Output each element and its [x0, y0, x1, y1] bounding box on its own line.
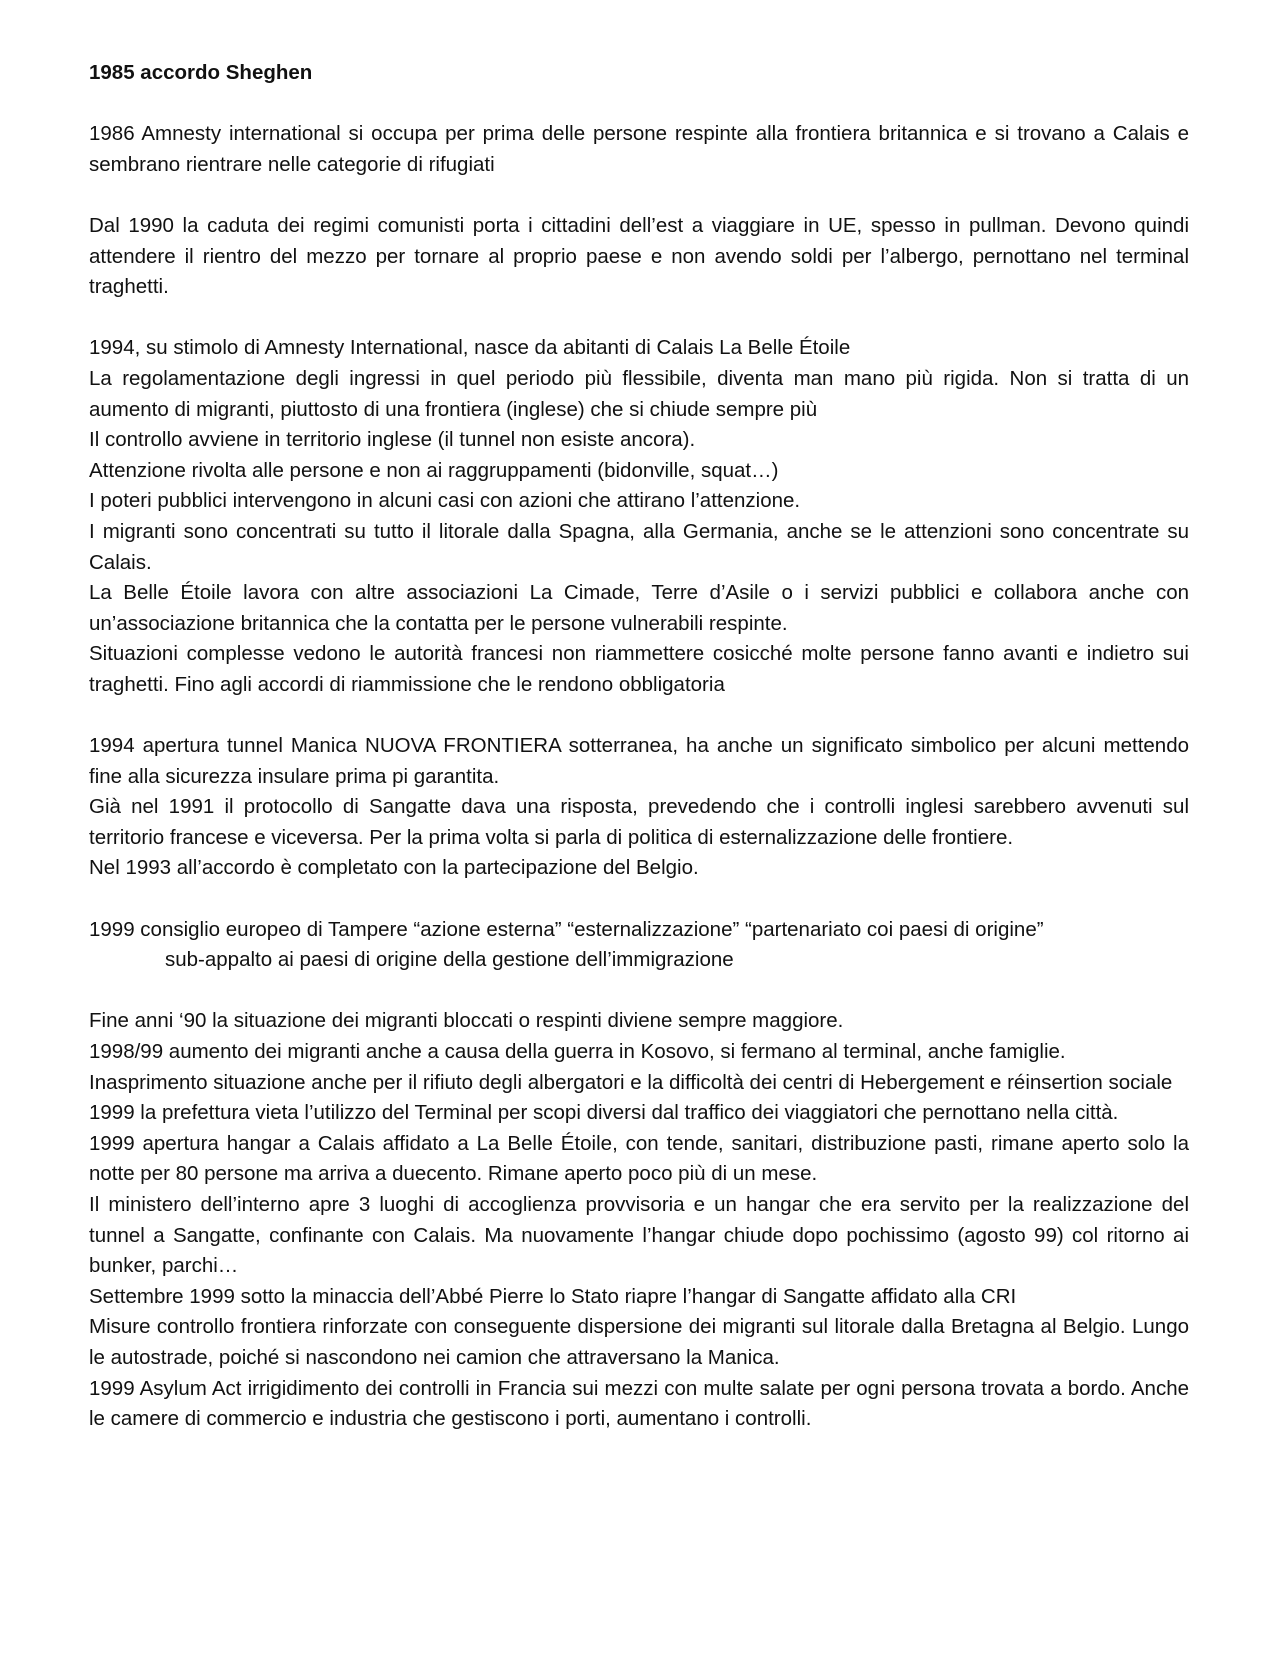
paragraph: 1999 Asylum Act irrigidimento dei controlli in Francia sui mezzi con multe salate per ogni persona trovata a bordo. Anche le camere di commercio e industria che gestiscono i porti, aumentano i controlli.	[89, 1376, 1189, 1431]
paragraph: Già nel 1991 il protocollo di Sangatte dava una risposta, prevedendo che i controlli inglesi sarebbero avvenuti sul territorio francese e viceversa. Per la prima volta si parla di politica di esternalizzazione delle frontiere.	[89, 795, 1189, 849]
section-1994-belle-etoile	[89, 333, 1189, 700]
section-1999-tampere	[89, 915, 1189, 976]
section-1986	[89, 119, 1189, 180]
paragraph: La Belle Étoile lavora con altre associazioni La Cimade, Terre d’Asile o i servizi pubblici e collabora anche con un’associazione britannica che la contatta per le persone vulnerabili respinte.	[89, 581, 1189, 635]
paragraph-spacer	[89, 700, 1189, 731]
paragraph-spacer	[89, 303, 1189, 334]
indented-paragraph: sub-appalto ai paesi di origine della gestione dell’immigrazione	[165, 948, 734, 972]
document-page	[89, 58, 1189, 1435]
paragraph: 1999 apertura hangar a Calais affidato a La Belle Étoile, con tende, sanitari, distribuzione pasti, rimane aperto solo la notte per 80 persone ma arriva a duecento. Rimane aperto poco più di un mese.	[89, 1131, 1189, 1186]
paragraph: 1986 Amnesty international si occupa per prima delle persone respinte alla frontiera britannica e si trovano a Calais e sembrano rientrare nelle categorie di rifugiati	[89, 122, 1189, 176]
section-1990	[89, 211, 1189, 303]
paragraph: Misure controllo frontiera rinforzate con conseguente dispersione dei migranti sul litorale dalla Bretagna al Belgio. Lungo le autostrade, poiché si nascondono nei camion che attraversano la Manica.	[89, 1315, 1189, 1369]
section-fine-anni-90	[89, 1006, 1189, 1434]
paragraph: 1994, su stimolo di Amnesty International, nasce da abitanti di Calais La Belle Étoile	[89, 336, 851, 360]
paragraph: Situazioni complesse vedono le autorità francesi non riammettere cosicché molte persone fanno avanti e indietro sui traghetti. Fino agli accordi di riammissione che le rendono obbligatoria	[89, 642, 1189, 696]
paragraph: 1994 apertura tunnel Manica NUOVA FRONTIERA sotterranea, ha anche un significato simbolico per alcuni mettendo fine alla sicurezza insulare prima pi garantita.	[89, 734, 1189, 788]
paragraph-spacer	[89, 89, 1189, 120]
paragraph: Nel 1993 all’accordo è completato con la partecipazione del Belgio.	[89, 856, 699, 880]
paragraph: 1999 consiglio europeo di Tampere “azione esterna” “esternalizzazione” “partenariato coi paesi di origine”	[89, 917, 1044, 941]
paragraph: Inasprimento situazione anche per il rifiuto degli albergatori e la difficoltà dei centri di Hebergement e réinsertion sociale	[89, 1070, 1173, 1094]
paragraph: 1998/99 aumento dei migranti anche a causa della guerra in Kosovo, si fermano al terminal, anche famiglie.	[89, 1040, 1066, 1063]
paragraph: 1999 la prefettura vieta l’utilizzo del Terminal per scopi diversi dal traffico dei viaggiatori che pernottano nella città.	[89, 1101, 1119, 1125]
section-1994-tunnel	[89, 731, 1189, 884]
paragraph: Settembre 1999 sotto la minaccia dell’Abbé Pierre lo Stato riapre l’hangar di Sangatte affidato alla CRI	[89, 1284, 1017, 1308]
paragraph-spacer	[89, 976, 1189, 1007]
paragraph: Dal 1990 la caduta dei regimi comunisti porta i cittadini dell’est a viaggiare in UE, spesso in pullman. Devono quindi attendere il rientro del mezzo per tornare al proprio paese e non avendo soldi per l’albergo, pernottano nel terminal traghetti.	[89, 213, 1189, 299]
paragraph: Il ministero dell’interno apre 3 luoghi di accoglienza provvisoria e un hangar che era servito per la realizzazione del tunnel a Sangatte, confinante con Calais. Ma nuovamente l’hangar chiude dopo pochissimo (agosto 99) col ritorno ai bunker, parchi…	[89, 1192, 1189, 1278]
paragraph: La regolamentazione degli ingressi in quel periodo più flessibile, diventa man mano più rigida. Non si tratta di un aumento di migranti, piuttosto di una frontiera (inglese) che si chiude sempre più	[89, 366, 1189, 421]
paragraph: Fine anni ‘90 la situazione dei migranti bloccati o respinti diviene sempre maggiore.	[89, 1009, 844, 1033]
paragraph-spacer	[89, 884, 1189, 915]
paragraph-spacer	[89, 180, 1189, 211]
document-title: 1985 accordo Sheghen	[89, 61, 313, 84]
paragraph: I poteri pubblici intervengono in alcuni casi con azioni che attirano l’attenzione.	[89, 489, 801, 513]
paragraph: I migranti sono concentrati su tutto il litorale dalla Spagna, alla Germania, anche se le attenzioni sono concentrate su Calais.	[89, 519, 1189, 574]
paragraph: Il controllo avviene in territorio inglese (il tunnel non esiste ancora).	[89, 428, 696, 452]
paragraph: Attenzione rivolta alle persone e non ai raggruppamenti (bidonville, squat…)	[89, 458, 779, 482]
